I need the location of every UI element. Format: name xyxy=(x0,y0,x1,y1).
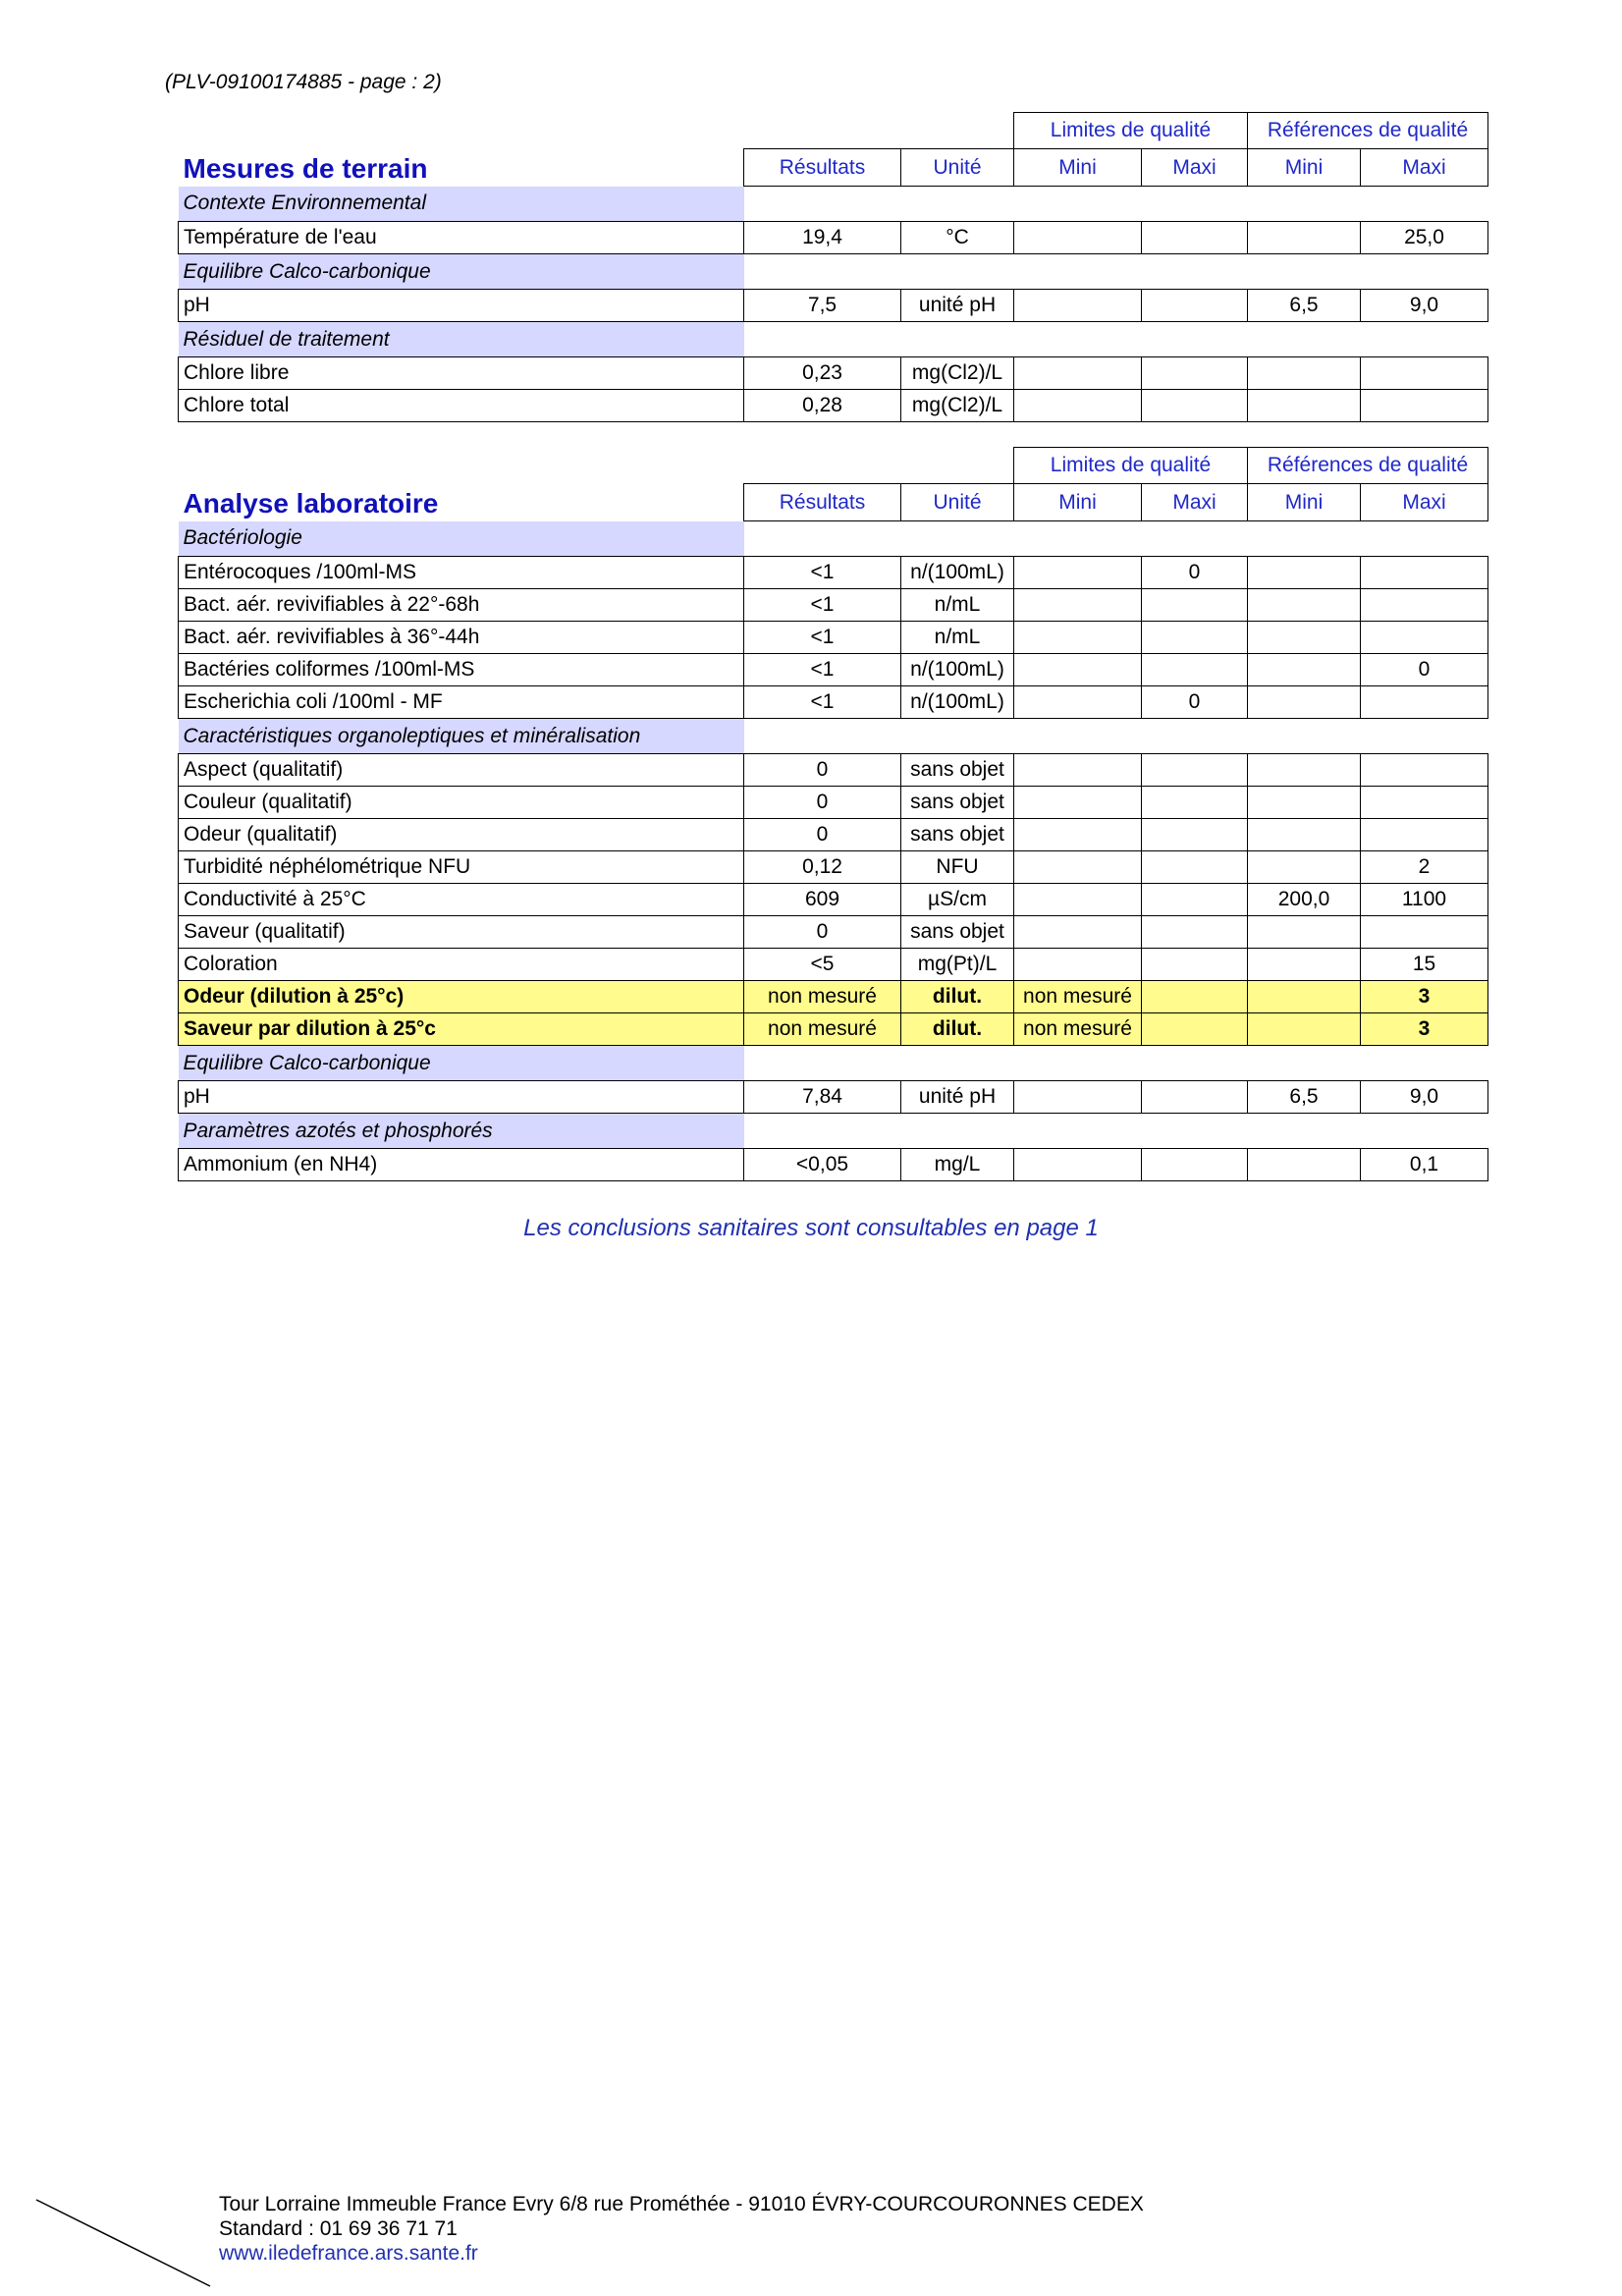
references-qualite-header: Références de qualité xyxy=(1248,448,1488,484)
ref-max-cell: 3 xyxy=(1361,1013,1488,1046)
references-qualite-header: Références de qualité xyxy=(1248,113,1488,149)
result-cell: <1 xyxy=(744,589,901,622)
unit-cell: sans objet xyxy=(901,787,1014,819)
param-cell: Escherichia coli /100ml - MF xyxy=(179,686,744,719)
footer-address: Tour Lorraine Immeuble France Evry 6/8 rue Prométhée - 91010 ÉVRY-COURCOURONNES CEDEX xyxy=(219,2193,1144,2215)
ref-max-cell: 0 xyxy=(1361,654,1488,686)
unit-cell: mg(Pt)/L xyxy=(901,949,1014,981)
result-cell: <0,05 xyxy=(744,1149,901,1181)
param-cell: Conductivité à 25°C xyxy=(179,884,744,916)
param-cell: Saveur par dilution à 25°c xyxy=(179,1013,744,1046)
limit-max-cell: 0 xyxy=(1142,557,1248,589)
param-cell: Bact. aér. revivifiables à 22°-68h xyxy=(179,589,744,622)
param-cell: Turbidité néphélométrique NFU xyxy=(179,851,744,884)
category-label: Paramètres azotés et phosphorés xyxy=(179,1114,744,1149)
ref-max-cell: 2 xyxy=(1361,851,1488,884)
param-cell: Odeur (dilution à 25°c) xyxy=(179,981,744,1013)
footer xyxy=(219,2192,1144,2266)
footer-website-link[interactable]: www.iledefrance.ars.sante.fr xyxy=(219,2242,478,2265)
result-cell: non mesuré xyxy=(744,1013,901,1046)
result-cell: 0 xyxy=(744,787,901,819)
category-label: Equilibre Calco-carbonique xyxy=(179,254,744,290)
unit-cell: n/mL xyxy=(901,622,1014,654)
param-cell: Couleur (qualitatif) xyxy=(179,787,744,819)
param-cell: Bactéries coliformes /100ml-MS xyxy=(179,654,744,686)
ref-min-cell: 6,5 xyxy=(1248,290,1361,322)
unit-cell: mg/L xyxy=(901,1149,1014,1181)
limit-min-cell: non mesuré xyxy=(1014,981,1142,1013)
result-cell: 19,4 xyxy=(744,222,901,254)
unit-cell: sans objet xyxy=(901,754,1014,787)
result-cell: 0 xyxy=(744,819,901,851)
footer-phone: Standard : 01 69 36 71 71 xyxy=(219,2217,458,2240)
result-cell: non mesuré xyxy=(744,981,901,1013)
unit-cell: µS/cm xyxy=(901,884,1014,916)
limites-qualite-header: Limites de qualité xyxy=(1014,113,1248,149)
unit-cell: n/(100mL) xyxy=(901,654,1014,686)
ref-min-cell: 200,0 xyxy=(1248,884,1361,916)
unit-header: Unité xyxy=(901,149,1014,187)
category-label: Caractéristiques organoleptiques et minéralisation xyxy=(179,719,744,754)
param-cell: Aspect (qualitatif) xyxy=(179,754,744,787)
unit-cell: dilut. xyxy=(901,1013,1014,1046)
limit-min-header: Mini xyxy=(1014,149,1142,187)
category-label: Contexte Environnemental xyxy=(179,187,744,222)
result-cell: 7,84 xyxy=(744,1081,901,1114)
results-header: Résultats xyxy=(744,149,901,187)
unit-cell: sans objet xyxy=(901,819,1014,851)
results-header: Résultats xyxy=(744,484,901,521)
result-cell: <1 xyxy=(744,686,901,719)
unit-cell: mg(Cl2)/L xyxy=(901,390,1014,422)
unit-cell: n/(100mL) xyxy=(901,557,1014,589)
result-cell: <1 xyxy=(744,557,901,589)
param-cell: Température de l'eau xyxy=(179,222,744,254)
param-cell: Entérocoques /100ml-MS xyxy=(179,557,744,589)
result-cell: 7,5 xyxy=(744,290,901,322)
param-cell: Saveur (qualitatif) xyxy=(179,916,744,949)
ref-max-cell: 0,1 xyxy=(1361,1149,1488,1181)
param-cell: Chlore libre xyxy=(179,357,744,390)
param-cell: pH xyxy=(179,1081,744,1114)
param-cell: Chlore total xyxy=(179,390,744,422)
category-label: Résiduel de traitement xyxy=(179,322,744,357)
conclusion-note: Les conclusions sanitaires sont consultables en page 1 xyxy=(523,1215,1099,1241)
category-label: Equilibre Calco-carbonique xyxy=(179,1046,744,1081)
ref-min-header: Mini xyxy=(1248,484,1361,521)
ref-min-cell: 6,5 xyxy=(1248,1081,1361,1114)
limit-min-cell: non mesuré xyxy=(1014,1013,1142,1046)
result-cell: 0,12 xyxy=(744,851,901,884)
result-cell: 0 xyxy=(744,754,901,787)
unit-cell: sans objet xyxy=(901,916,1014,949)
ref-max-cell: 9,0 xyxy=(1361,290,1488,322)
limit-max-header: Maxi xyxy=(1142,484,1248,521)
result-cell: <5 xyxy=(744,949,901,981)
ref-max-cell: 1100 xyxy=(1361,884,1488,916)
unit-header: Unité xyxy=(901,484,1014,521)
unit-cell: NFU xyxy=(901,851,1014,884)
result-cell: 609 xyxy=(744,884,901,916)
ref-max-cell: 15 xyxy=(1361,949,1488,981)
param-cell: Bact. aér. revivifiables à 36°-44h xyxy=(179,622,744,654)
result-cell: 0 xyxy=(744,916,901,949)
document-reference: (PLV-09100174885 - page : 2) xyxy=(165,71,442,93)
category-label: Bactériologie xyxy=(179,521,744,557)
section-title: Analyse laboratoire xyxy=(183,487,439,519)
unit-cell: n/(100mL) xyxy=(901,686,1014,719)
ref-max-cell: 25,0 xyxy=(1361,222,1488,254)
unit-cell: n/mL xyxy=(901,589,1014,622)
unit-cell: mg(Cl2)/L xyxy=(901,357,1014,390)
unit-cell: °C xyxy=(901,222,1014,254)
result-cell: <1 xyxy=(744,654,901,686)
ref-min-header: Mini xyxy=(1248,149,1361,187)
result-cell: 0,23 xyxy=(744,357,901,390)
result-cell: 0,28 xyxy=(744,390,901,422)
result-cell: <1 xyxy=(744,622,901,654)
section-title: Mesures de terrain xyxy=(183,152,428,184)
limit-max-header: Maxi xyxy=(1142,149,1248,187)
param-cell: Odeur (qualitatif) xyxy=(179,819,744,851)
unit-cell: unité pH xyxy=(901,290,1014,322)
limit-max-cell: 0 xyxy=(1142,686,1248,719)
ref-max-cell: 9,0 xyxy=(1361,1081,1488,1114)
ref-max-header: Maxi xyxy=(1361,149,1488,187)
param-cell: pH xyxy=(179,290,744,322)
limites-qualite-header: Limites de qualité xyxy=(1014,448,1248,484)
unit-cell: unité pH xyxy=(901,1081,1014,1114)
limit-min-header: Mini xyxy=(1014,484,1142,521)
param-cell: Ammonium (en NH4) xyxy=(179,1149,744,1181)
ref-max-cell: 3 xyxy=(1361,981,1488,1013)
ref-max-header: Maxi xyxy=(1361,484,1488,521)
unit-cell: dilut. xyxy=(901,981,1014,1013)
param-cell: Coloration xyxy=(179,949,744,981)
